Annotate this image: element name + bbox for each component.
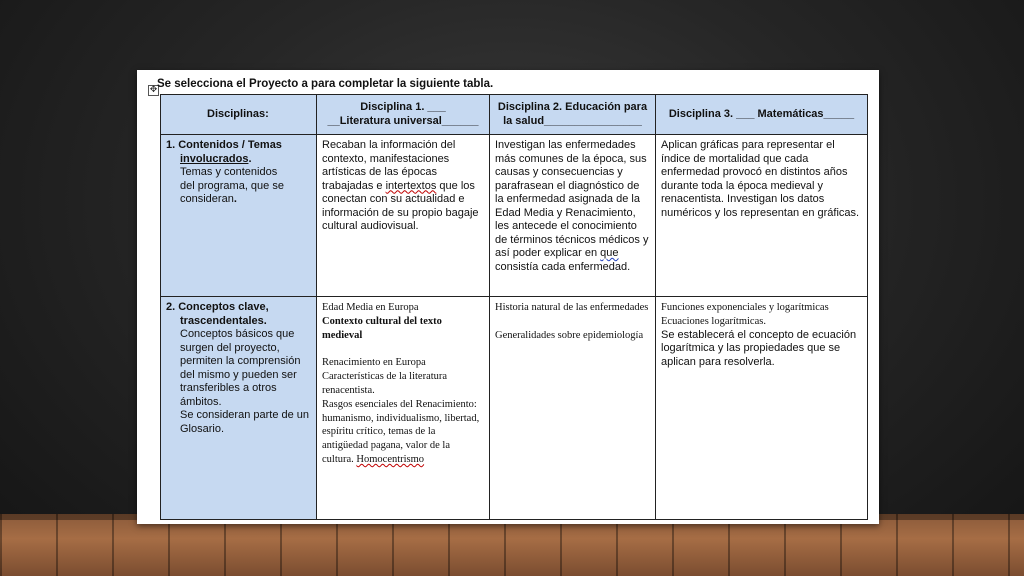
cell-conceptos-literatura: Edad Media en Europa Contexto cultural del texto medieval Renacimiento en Europa Características de la literatura renacentista. Rasgos esenciales del Renacimiento: humanismo, individualismo, libertad, espíritu crítico, temas de la antigüedad pagana, valor de la cultura. Homocentrismo [317,297,490,520]
header-disciplina-1: Disciplina 1. ___ __Literatura universal______ [317,95,490,135]
cell-contenidos-salud: Investigan las enfermedades más comunes de la época, sus causas y consecuencias y parafrasean el diagnóstico de la enfermedad asignada de la Edad Media y Renacimiento, les antecede el conocimiento de términos técnicos médicos y así poder explicar en que consistía cada enfermedad. [490,135,656,297]
header-row [161,95,868,135]
row-label-conceptos: 2. Conceptos clave, trascendentales. Conceptos básicos que surgen del proyecto, permiten la comprensión del mismo y pueden ser transferibles a otros ámbitos. Se consideran parte de un Glosario. [161,297,317,520]
cell-contenidos-literatura: Recaban la información del contexto, manifestaciones artísticas de las épocas trabajadas e intertextos que los conectan con su actualidad e información de su propio bagaje cultural audiovisual. [317,135,490,297]
table-row-contenidos [161,135,868,297]
table-move-handle-icon[interactable]: ✥ [149,85,158,95]
slide-caption: Se selecciona el Proyecto a para completar la siguiente tabla. [157,78,494,90]
cell-conceptos-matematicas: Funciones exponenciales y logarítmicas Ecuaciones logarítmicas. Se establecerá el concepto de ecuación logarítmica y las propiedades que se aplican para resolverla. [656,297,868,520]
cell-contenidos-matematicas: Aplican gráficas para representar el índice de mortalidad que cada enfermedad provocó en distintos años durante toda la época medieval y renacentista. Investigan los datos numéricos y los representan en gráficas. [656,135,868,297]
disciplines-table [160,94,868,520]
cell-conceptos-salud: Historia natural de las enfermedades Generalidades sobre epidemiología [490,297,656,520]
header-disciplina-2: Disciplina 2. Educación para la salud________________ [490,95,656,135]
table-row-conceptos [161,297,868,520]
header-disciplinas: Disciplinas: [161,95,317,135]
row-label-contenidos: 1. Contenidos / Temas involucrados. Temas y contenidos del programa, que se consideran. [161,135,317,297]
header-disciplina-3: Disciplina 3. ___ Matemáticas_____ [656,95,868,135]
